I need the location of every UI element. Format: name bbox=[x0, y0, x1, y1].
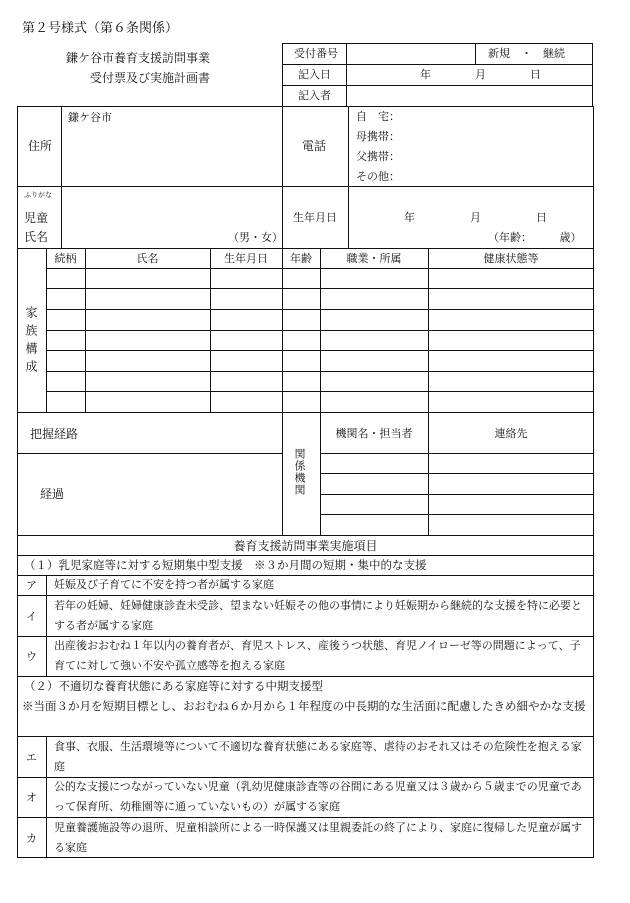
agency-header-contact: 連絡先 bbox=[494, 426, 528, 440]
address-value[interactable]: 鎌ケ谷市 bbox=[68, 111, 112, 124]
family-header-health: 健康状態等 bbox=[483, 252, 539, 265]
item-text-o: 公的な支援につながっていない児童（乳幼児健康診査等の谷間にある児童又は３歳から５歳までの児童であって保育所、幼稚園等に通っていないもの）が属する家庭 bbox=[54, 780, 582, 813]
entry-date-label: 記入日 bbox=[298, 68, 331, 81]
agency-row[interactable] bbox=[321, 495, 593, 513]
section1-title: （１）乳児家庭等に対する短期集中型支援 ※３か月間の短期・集中的な支援 bbox=[24, 558, 427, 572]
item-text-i: 若年の妊婦、妊婦健康診査未受診、望まない妊娠その他の事情により妊娠期から継続的な支援を特に必要とする者が属する家庭 bbox=[54, 599, 582, 632]
family-row[interactable] bbox=[47, 289, 593, 308]
progress-field[interactable] bbox=[90, 454, 281, 534]
agency-row[interactable] bbox=[321, 515, 593, 534]
status-options[interactable]: 新規 ・ 継続 bbox=[488, 47, 565, 60]
section2-title: （２）不適切な養育状態にある家庭等に対する中期支援型 bbox=[24, 679, 323, 693]
family-row[interactable] bbox=[47, 331, 593, 349]
address-label: 住所 bbox=[28, 139, 53, 153]
phone-home[interactable]: 自 宅： bbox=[356, 110, 400, 123]
child-birth-label: 生年月日 bbox=[293, 211, 337, 224]
phone-other[interactable]: その他： bbox=[356, 170, 400, 183]
writer-field[interactable] bbox=[347, 86, 592, 106]
family-header-relation: 続柄 bbox=[54, 252, 77, 265]
receipt-number-field[interactable] bbox=[347, 44, 474, 64]
family-row[interactable] bbox=[47, 310, 593, 329]
family-row[interactable] bbox=[47, 269, 593, 288]
progress-label: 経過 bbox=[40, 487, 65, 501]
item-key-o[interactable]: オ bbox=[26, 791, 37, 804]
family-row[interactable] bbox=[47, 351, 593, 370]
family-header-name: 氏名 bbox=[136, 252, 159, 265]
route-field[interactable] bbox=[90, 413, 281, 452]
item-key-e[interactable]: エ bbox=[26, 750, 37, 764]
agency-header-name: 機関名・担当者 bbox=[335, 426, 413, 440]
item-text-e: 食事、衣服、生活環境等について不適切な養育状態にある家庭等、虐待のおそれ又はその危険性を抱える家庭 bbox=[54, 740, 582, 773]
family-header-age: 年齢 bbox=[290, 252, 312, 265]
furigana-label: ふりがな bbox=[24, 191, 52, 199]
item-key-i[interactable]: イ bbox=[26, 609, 37, 623]
item-key-u[interactable]: ウ bbox=[26, 650, 37, 663]
phone-mother[interactable]: 母携帯： bbox=[356, 130, 400, 143]
form-number: 第２号様式（第６条関係） bbox=[22, 21, 179, 36]
items-title: 養育支援訪問事業実施項目 bbox=[233, 538, 378, 553]
child-age[interactable]: （年齢： 歳） bbox=[488, 231, 582, 244]
section2-note: ※当面３か月を短期目標とし、おおむね６か月から１年程度の中長期的な生活面に配慮したきめ細やかな支援 bbox=[22, 699, 586, 713]
family-row[interactable] bbox=[47, 392, 593, 411]
receipt-number-label: 受付番号 bbox=[294, 47, 338, 60]
child-name-label-1: 児童 bbox=[24, 211, 49, 225]
form-title-line1: 鎌ケ谷市養育支援訪問事業 bbox=[66, 51, 211, 65]
form-title-line2: 受付票及び実施計画書 bbox=[90, 71, 211, 85]
agency-row[interactable] bbox=[321, 454, 593, 473]
child-name-label-2: 氏名 bbox=[24, 230, 49, 244]
agency-label: 関係機関 bbox=[293, 448, 306, 496]
item-key-a[interactable]: ア bbox=[26, 579, 37, 592]
item-key-ka[interactable]: カ bbox=[26, 831, 37, 845]
family-row[interactable] bbox=[47, 372, 593, 390]
item-text-u: 出産後おおむね１年以内の養育者が、育児ストレス、産後うつ状態、育児ノイローゼ等の問題によって、子育てに対して強い不安や孤立感等を抱える家庭 bbox=[54, 639, 581, 672]
item-text-a: 妊娠及び子育てに不安を持つ者が属する家庭 bbox=[54, 578, 274, 591]
child-gender[interactable]: （男・女） bbox=[228, 231, 283, 244]
phone-label: 電話 bbox=[302, 139, 327, 153]
child-birth-fields[interactable]: 年 月 日 bbox=[404, 211, 547, 224]
family-header-occupation: 職業・所属 bbox=[346, 252, 402, 265]
family-composition-label: 家族構成 bbox=[24, 306, 38, 378]
entry-date-fields[interactable]: 年 月 日 bbox=[420, 68, 541, 81]
phone-father[interactable]: 父携帯： bbox=[356, 150, 400, 163]
agency-row[interactable] bbox=[321, 474, 593, 493]
writer-label: 記入者 bbox=[298, 89, 331, 102]
family-header-birthdate: 生年月日 bbox=[224, 252, 268, 265]
item-text-ka: 児童養護施設等の退所、児童相談所による一時保護又は里親委託の終了により、家庭に復帰した児童が属する家庭 bbox=[54, 821, 582, 854]
route-label: 把握経路 bbox=[30, 427, 79, 441]
